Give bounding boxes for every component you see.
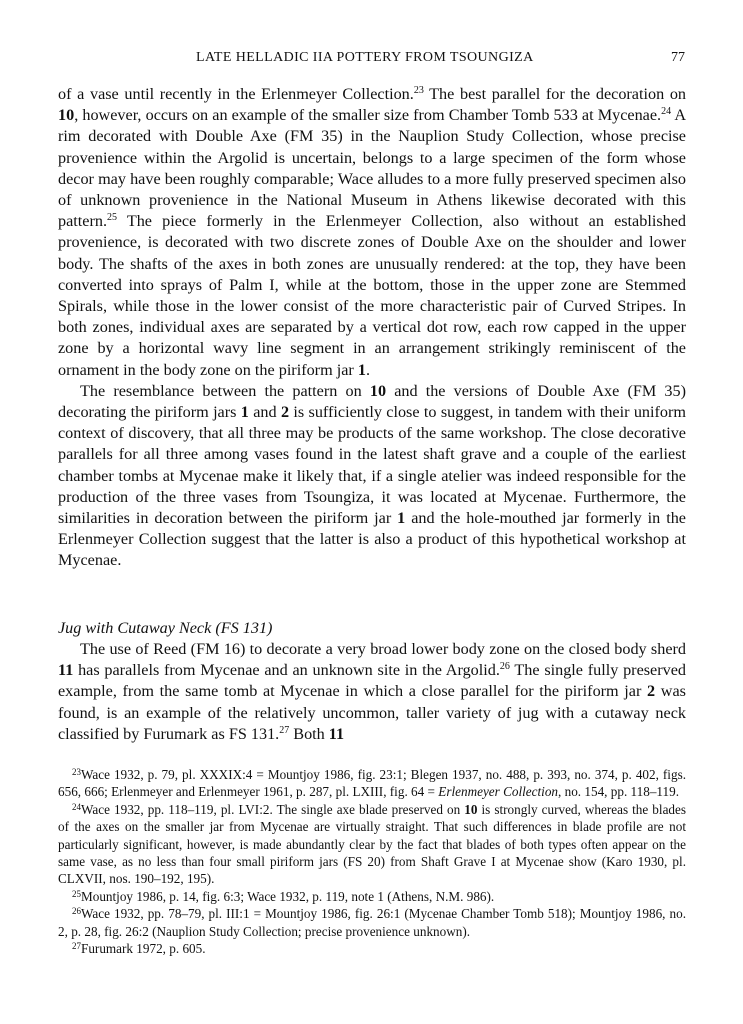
main-text xyxy=(58,84,686,572)
text-run: Furumark 1972, p. 605. xyxy=(81,941,206,957)
text-run: Wace 1932, pp. 118–119, pl. LVI:2. The single axe blade preserved on xyxy=(81,801,465,817)
text-run: was found, is an example of the relatively uncommon, taller variety of jug with a cutaway neck classified by Furumark as FS 131. xyxy=(58,682,686,743)
page-number: 77 xyxy=(671,50,685,65)
catalog-number: 11 xyxy=(58,661,74,680)
text-run: The best parallel for the decoration on xyxy=(423,85,687,103)
text-run: Both xyxy=(289,724,329,743)
footnote-number: 23 xyxy=(72,767,81,777)
footnote-ref: 23 xyxy=(413,85,424,96)
footnote-25 xyxy=(58,888,686,905)
text-run: and xyxy=(248,403,281,422)
footnote-number: 26 xyxy=(72,906,81,917)
catalog-number: 1 xyxy=(397,509,406,528)
text-run: has parallels from Mycenae and an unknown site in the Argolid. xyxy=(73,661,500,680)
text-run: and the hole-mouthed jar formerly in the Erlenmeyer Collection suggest that the latter is also a product of this hypothetical workshop at Mycenae. xyxy=(58,509,686,570)
text-run: of a vase until recently in the Erlenmeyer Collection. xyxy=(58,85,414,103)
footnotes xyxy=(58,766,686,957)
footnote-ref: 26 xyxy=(499,661,510,673)
text-run: The single fully preserved example, from the same tomb at Mycenae in which a close parallel for the piriform jar xyxy=(58,661,687,701)
catalog-number: 1 xyxy=(357,360,366,379)
text-run: is strongly curved, whereas the blades of the axes on the smaller jar from Mycenae are virtually straight. That such differences in blade profile are not particularly significant, however, is made abundantly clear by the fact that blades of both types often appear on the same vase, as no less than four small piriform jars (FS 20) from Shaft Grave I at Mycenae show (Karo 1930, pl. CLXVII, nos. 190–192, 195). xyxy=(58,801,687,887)
text-run: . xyxy=(365,360,370,379)
text-run: Mountjoy 1986, p. 14, fig. 6:3; Wace 1932, p. 119, note 1 (Athens, N.M. 986). xyxy=(81,888,495,904)
running-title: LATE HELLADIC IIA POTTERY FROM TSOUNGIZA xyxy=(196,50,534,65)
footnote-26 xyxy=(58,905,686,940)
text-run: is sufficiently close to suggest, in tandem with their uniform context of discovery, that all three may be products of the same workshop. The close decorative parallels for all three among vases found in the latest shaft grave and a couple of the earliest chamber tombs at Mycenae make it likely that, if a single atelier was indeed responsible for the production of the three vases from Tsoungiza, it was located at Mycenae. Furthermore, the similarities in decoration between the piriform jar xyxy=(58,403,686,528)
catalog-number: 11 xyxy=(328,724,345,743)
footnote-number: 24 xyxy=(72,801,81,812)
text-run: The resemblance between the pattern on xyxy=(80,381,370,400)
running-header xyxy=(196,50,685,70)
catalog-number: 1 xyxy=(240,403,249,422)
footnote-ref: 25 xyxy=(107,212,117,224)
text-run: and the versions of Double Axe (FM 35) decorating the piriform jars xyxy=(58,381,686,422)
footnote-23 xyxy=(58,766,686,801)
text-run: , no. 154, pp. 118–119. xyxy=(558,784,680,800)
italic-title: Erlenmeyer Collection xyxy=(438,784,559,800)
text-run: Wace 1932, p. 79, pl. XXXIX:4 = Mountjoy 1986, fig. 23:1; Blegen 1937, no. 488, p. 393, no. 374, p. 402, figs. 656, 666; Erlenmeyer and Erlenmeyer 1961, p. 287, pl. LXIII, fig. 64 = xyxy=(58,767,686,800)
section-heading: Jug with Cutaway Neck (FS 131) xyxy=(58,619,273,637)
footnote-ref: 24 xyxy=(661,106,672,118)
footnote-number: 27 xyxy=(72,941,81,952)
text-run: Wace 1932, pp. 78–79, pl. III:1 = Mountjoy 1986, fig. 26:1 (Mycenae Chamber Tomb 518); Mountjoy 1986, no. 2, p. 28, fig. 26:2 (Nauplion Study Collection; precise provenience unknown). xyxy=(58,906,686,939)
footnote-24 xyxy=(58,801,686,888)
catalog-number: 10 xyxy=(464,801,478,817)
footnote-number: 25 xyxy=(72,888,81,899)
catalog-number: 10 xyxy=(58,106,75,125)
body-paragraph-2 xyxy=(58,381,686,572)
body-paragraph-3 xyxy=(58,639,686,745)
text-run: The use of Reed (FM 16) to decorate a very broad lower body zone on the closed body sherd xyxy=(80,640,686,658)
text-run: The piece formerly in the Erlenmeyer Collection, also without an established provenience, is decorated with two discrete zones of Double Axe on the shoulder and lower body. The shafts of the axes in both zones are unusually rendered: at the top, they have been converted into sprays of Palm I, while at the bottom, those in the upper zone are Stemmed Spirals, while those in the lower consist of the more characteristic pair of Curved Stripes. In both zones, individual axes are separated by a vertical dot row, each row capped in the upper zone by a horizontal wavy line segment in an arrangement strikingly reminiscent of the ornament in the body zone on the piriform jar xyxy=(58,212,686,379)
footnote-27 xyxy=(58,940,686,957)
footnote-ref: 27 xyxy=(279,724,290,736)
catalog-number: 2 xyxy=(280,403,290,422)
text-run: , however, occurs on an example of the smaller size from Chamber Tomb 533 at Mycenae. xyxy=(74,106,662,125)
catalog-number: 2 xyxy=(647,682,656,701)
catalog-number: 10 xyxy=(369,381,387,400)
body-paragraph-1 xyxy=(58,84,686,381)
text-run: A rim decorated with Double Axe (FM 35) in the Nauplion Study Collection, whose precise provenience within the Argolid is uncertain, belongs to a large specimen of the form whose decor may have been roughly comparable; Wace alludes to a more fully preserved specimen also of unknown provenience in the National Museum in Athens likewise decorated with this pattern. xyxy=(58,106,687,231)
